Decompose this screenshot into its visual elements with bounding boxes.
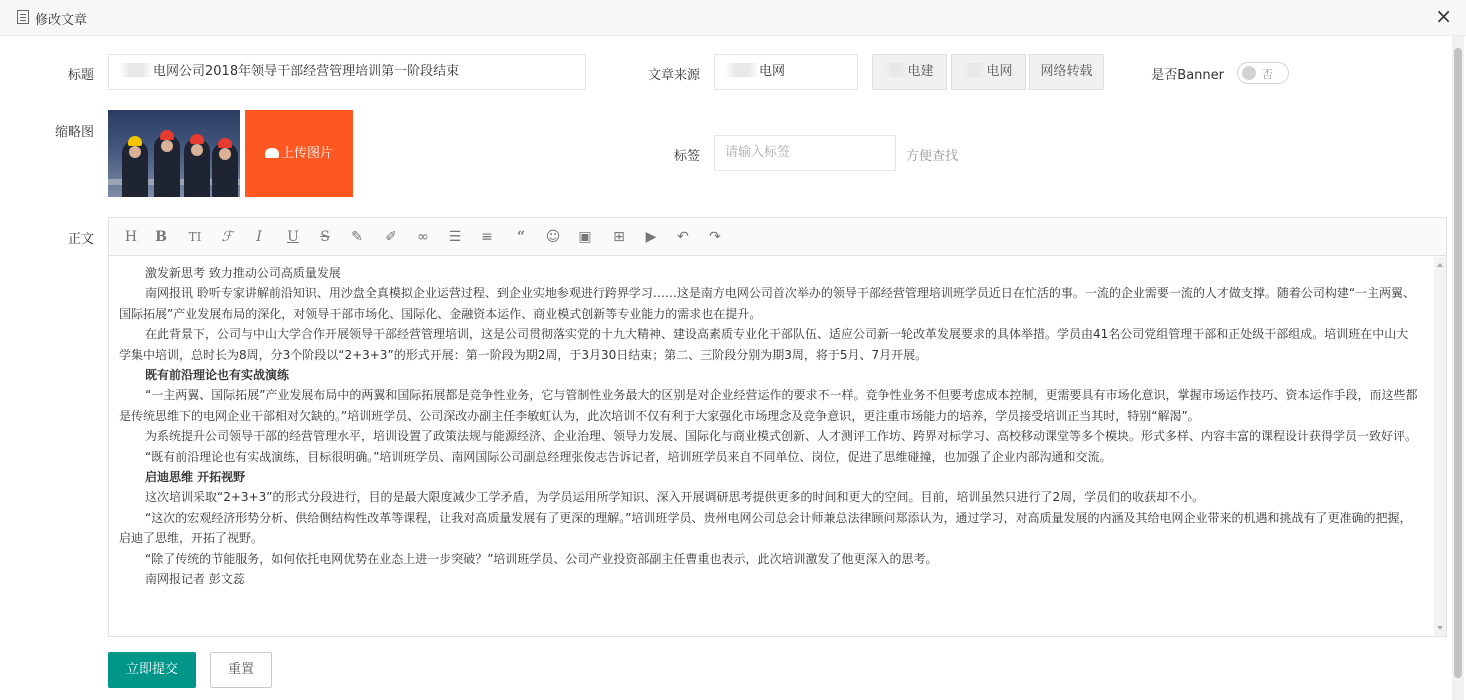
editor-scrollbar[interactable] — [1434, 257, 1446, 636]
redo-icon[interactable]: ↷ — [709, 229, 721, 245]
list-icon[interactable]: ☰ — [448, 229, 462, 245]
redacted-mark — [964, 63, 986, 77]
source-input[interactable] — [714, 54, 858, 90]
upload-label: 上传图片 — [280, 146, 333, 161]
tag-hint: 方便查找 — [906, 149, 959, 164]
align-icon[interactable]: ≡ — [481, 229, 493, 245]
underline-button[interactable]: U — [287, 229, 299, 245]
content-paragraph: 为系统提升公司领导干部的经营管理水平，培训设置了政策法规与能源经济、企业治理、领导力发展、国际化与商业模式创新、人才测评工作坊、跨界对标学习、高校移动课堂等多个模块。形式多样、内容丰富的课程设计获得学员一致好评。 — [145, 429, 1418, 444]
toggle-knob — [1242, 66, 1256, 80]
content-paragraph: 这次培训采取“2+3+3”的形式分段进行，目的是最大限度减少工学矛盾，为学员运用所学知识、深入开展调研思考提供更多的时间和更大的空间。目前，培训虽然只进行了2周，学员们的收获却不小。 — [145, 490, 1205, 505]
redacted-mark — [725, 63, 759, 77]
scrollbar-thumb[interactable] — [1454, 48, 1462, 678]
tag-input[interactable]: 请输入标签 — [714, 135, 896, 171]
redacted-mark — [119, 63, 153, 77]
video-icon[interactable]: ▶ — [645, 229, 657, 245]
source-option-label: 电网 — [986, 64, 1013, 79]
font-size-button[interactable]: TI — [188, 230, 202, 244]
title-input-value: 电网公司2018年领导干部经营管理培训第一阶段结束 — [153, 64, 460, 79]
page-scrollbar[interactable] — [1452, 36, 1464, 700]
close-icon[interactable]: × — [1435, 4, 1452, 28]
cloud-upload-icon — [265, 148, 279, 158]
dialog-titlebar — [0, 0, 1466, 36]
editor-content[interactable] — [109, 257, 1434, 636]
source-option-dianjian[interactable] — [872, 54, 947, 90]
toggle-state: 否 — [1262, 68, 1273, 81]
content-byline: 南网报记者 彭文蕊 — [145, 572, 245, 587]
table-icon[interactable]: ⊞ — [613, 229, 625, 245]
title-label: 标题 — [67, 68, 94, 83]
source-option-network[interactable] — [1029, 54, 1104, 90]
quote-icon[interactable]: “ — [516, 229, 526, 245]
source-option-label: 电建 — [907, 64, 934, 79]
pencil-icon[interactable]: ✎ — [351, 229, 363, 245]
heading-button[interactable]: H — [124, 229, 138, 245]
content-paragraph: “既有前沿理论也有实战演练，目标很明确。”培训班学员、南网国际公司副总经理张俊志告诉记者，培训班学员来自不同单位、岗位，促进了思维碰撞，也加强了企业内部沟通和交流。 — [145, 449, 1112, 464]
title-input[interactable] — [108, 54, 586, 90]
source-input-value: 电网 — [759, 64, 786, 79]
banner-toggle[interactable] — [1237, 62, 1289, 84]
banner-label: 是否Banner — [1151, 68, 1224, 83]
editor-toolbar — [109, 218, 1446, 256]
submit-button[interactable]: 立即提交 — [108, 652, 196, 688]
italic-button[interactable]: I — [256, 229, 262, 245]
brush-icon[interactable]: ✐ — [385, 229, 397, 245]
thumbnail-image — [108, 110, 240, 197]
strikethrough-button[interactable]: S — [320, 229, 330, 245]
tag-label: 标签 — [673, 149, 700, 164]
emoji-icon[interactable]: ☺ — [545, 229, 561, 245]
content-paragraph: 激发新思考 致力推动公司高质量发展 — [145, 266, 341, 280]
reset-button[interactable]: 重置 — [210, 652, 272, 688]
font-family-button[interactable]: ℱ — [221, 229, 233, 245]
content-paragraph: 南网报讯 聆听专家讲解前沿知识、用沙盘全真模拟企业运营过程、到企业实地参观进行跨界学习……这是南方电网公司首次举办的领导干部经营管理培训班学员近日在忙活的事。一流的企业需要一流的人才做支撑。随着公司构建“一主两翼、国际拓展”产业发展布局的深化，对领导干部市场化、国际化、金融资本运作、商业模式创新等专业能力的需求也在提升。 — [119, 286, 1416, 321]
upload-image-button[interactable] — [245, 110, 353, 197]
redacted-mark — [885, 63, 907, 77]
content-paragraph: “一主两翼、国际拓展”产业发展布局中的两翼和国际拓展都是竞争性业务，它与管制性业务最大的区别是对企业经营运作的要求不一样。竞争性业务不但要考虑成本控制，更需要具有市场化意识，掌握市场运作技巧、资本运作手段，而这些都是传统思维下的电网企业干部相对欠缺的。”培训班学员、公司深改办副主任李敏虹认为，此次培训不仅有利于大家强化市场理念及竞争意识，更注重市场能力的培养，学员接受培训正当其时，特别“解渴”。 — [119, 388, 1418, 423]
content-subheading: 既有前沿理论也有实战演练 — [145, 368, 290, 383]
source-option-dianwang[interactable] — [951, 54, 1026, 90]
link-icon[interactable]: ∞ — [417, 229, 429, 245]
dialog-title: 修改文章 — [35, 13, 88, 28]
thumbnail-label: 缩略图 — [54, 125, 94, 140]
source-label: 文章来源 — [647, 68, 700, 83]
content-paragraph: “除了传统的节能服务，如何依托电网优势在业态上进一步突破？”培训班学员、公司产业投资部副主任曹重也表示，此次培训激发了他更深入的思考。 — [145, 551, 938, 566]
scroll-down-icon[interactable] — [1437, 626, 1443, 630]
content-paragraph: 在此背景下，公司与中山大学合作开展领导干部经营管理培训，这是公司贯彻落实党的十九大精神、建设高素质专业化干部队伍、适应公司新一轮改革发展要求的具体举措。学员由41名公司党组管理干部和正处级干部组成。培训班在中山大学集中培训，总时长为8周，分3个阶段以“2+3+3”的形式开展：第一阶段为期2周，于3月30日结束；第二、三阶段分别为期3周，将于5月、7月开展。 — [119, 327, 1409, 362]
bold-button[interactable]: B — [155, 229, 167, 245]
body-label: 正文 — [67, 232, 94, 247]
document-icon — [17, 10, 29, 24]
content-subheading: 启迪思维 开拓视野 — [145, 470, 246, 485]
undo-icon[interactable]: ↶ — [677, 229, 689, 245]
rich-text-editor[interactable] — [108, 217, 1447, 637]
image-icon[interactable]: ▣ — [578, 229, 592, 245]
content-paragraph: “这次的宏观经济形势分析、供给侧结构性改革等课程，让我对高质量发展有了更深的理解。”培训班学员、贵州电网公司总会计师兼总法律顾问郑添认为，通过学习，对高质量发展的内涵及其给电网企业带来的机遇和挑战有了更准确的把握，启迪了思维，开拓了视野。 — [119, 510, 1412, 546]
source-option-label: 网络转载 — [1040, 64, 1093, 79]
scroll-up-icon[interactable] — [1437, 263, 1443, 267]
